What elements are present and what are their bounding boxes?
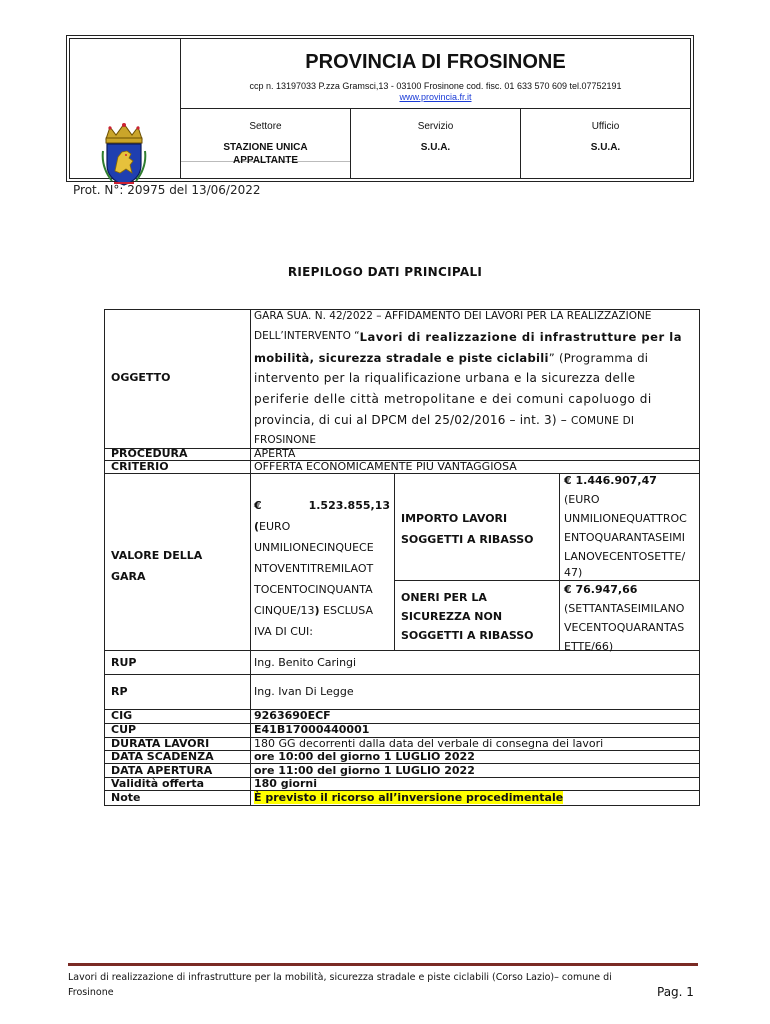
durata-value: 180 GG decorrenti dalla data del verbale di consegna dei lavori — [254, 737, 604, 750]
province-crest-icon — [100, 121, 148, 187]
header-column-servizio — [351, 109, 521, 178]
procedura-label: PROCEDURA — [111, 447, 188, 460]
address-line: ccp n. 13197033 P.zza Gramsci,13 - 03100 Frosinone cod. fisc. 01 633 570 609 tel.07752191 — [249, 81, 622, 91]
oggetto-line: provincia, di cui al DPCM del 25/02/2016 – int. 3) – COMUNE DI — [254, 413, 635, 427]
durata-label: DURATA LAVORI — [111, 737, 210, 750]
page-title: RIEPILOGO DATI PRINCIPALI — [287, 265, 483, 279]
settore-label: Settore — [249, 121, 282, 132]
oneri-sicurezza-label: ONERI PER LA SICUREZZA NON SOGGETTI A RIBASSO — [401, 591, 534, 642]
validita-value: 180 giorni — [254, 777, 318, 790]
footer-rule — [68, 963, 698, 966]
cig-label: CIG — [111, 709, 133, 722]
validita-label: Validità offerta — [111, 777, 205, 790]
org-address — [181, 81, 690, 103]
rup-value: Ing. Benito Caringi — [254, 656, 357, 669]
valore-total: € 1.523.855,13 (EURO UNMILIONECINQUECE NTOVENTITREMILAOT TOCENTOCINQUANTA CINQUE/13) ESCLUSA IVA DI CUI: — [254, 495, 390, 642]
servizio-label: Servizio — [417, 121, 454, 132]
scadenza-label: DATA SCADENZA — [111, 750, 214, 763]
header-column-settore — [181, 109, 351, 178]
logo-cell — [70, 39, 181, 178]
oggetto-line: GARA SUA. N. 42/2022 – AFFIDAMENTO DEI LAVORI PER LA REALIZZAZIONE — [254, 310, 652, 322]
header-column-ufficio — [521, 109, 690, 178]
oggetto-line: mobilità, sicurezza stradale e piste ciclabili” (Programma di — [254, 351, 649, 365]
cup-label: CUP — [111, 723, 137, 736]
note-label: Note — [111, 791, 141, 804]
rup-label: RUP — [111, 656, 137, 669]
cup-value: E41B17000440001 — [254, 723, 370, 736]
website-link[interactable]: www.provincia.fr.it — [399, 92, 472, 102]
criterio-value: OFFERTA ECONOMICAMENTE PIÙ VANTAGGIOSA — [254, 460, 517, 473]
servizio-value: S.U.A. — [420, 142, 451, 153]
note-value: È previsto il ricorso all’inversione procedimentale — [254, 791, 564, 804]
oggetto-line: intervento per la riqualificazione urbana e la sicurezza delle — [254, 371, 636, 385]
oneri-sicurezza-value: € 76.947,66 (SETTANTASEIMILANO VECENTOQUARANTAS ETTE/66) — [564, 583, 685, 653]
footer-line: Frosinone — [68, 987, 114, 998]
oggetto-line: DELL’INTERVENTO “ Lavori di realizzazione di infrastrutture per la — [254, 330, 683, 344]
scadenza-value: ore 10:00 del giorno 1 LUGLIO 2022 — [254, 750, 475, 763]
ufficio-label: Ufficio — [591, 121, 620, 132]
settore-value: STAZIONE UNICA APPALTANTE — [223, 142, 308, 166]
importo-lavori-value: € 1.446.907,47 (EURO UNMILIONEQUATTROC ENTOQUARANTASEIMI LANOVECENTOSETTE/ 47) — [564, 474, 687, 579]
procedura-value: APERTA — [254, 447, 296, 460]
importo-lavori-label: IMPORTO LAVORI SOGGETTI A RIBASSO — [401, 512, 534, 546]
apertura-value: ore 11:00 del giorno 1 LUGLIO 2022 — [254, 764, 475, 777]
footer-text — [68, 970, 678, 1000]
letterhead-frame — [69, 38, 691, 179]
rp-label: RP — [111, 685, 128, 698]
letterhead — [66, 35, 694, 182]
oggetto-line: periferie delle città metropolitane e dei comuni capoluogo di — [254, 392, 652, 406]
footer-line: Lavori di realizzazione di infrastrutture per la mobilità, sicurezza stradale e piste ciclabili (Corso Lazio)– comune di — [68, 972, 612, 983]
org-title: PROVINCIA DI FROSINONE — [305, 51, 566, 73]
cig-value: 9263690ECF — [254, 709, 331, 722]
protocol-number: Prot. N°: 20975 del 13/06/2022 — [73, 183, 261, 197]
summary-table — [104, 309, 700, 806]
page-number: Pag. 1 — [657, 985, 694, 999]
rp-value: Ing. Ivan Di Legge — [254, 685, 354, 698]
ufficio-value: S.U.A. — [590, 142, 621, 153]
valore-label: VALORE DELLA GARA — [111, 549, 203, 583]
criterio-label: CRITERIO — [111, 460, 169, 473]
oggetto-line: FROSINONE — [254, 434, 316, 446]
total-amount: 1.523.855,13 — [308, 499, 390, 512]
euro-sign: € — [254, 499, 262, 512]
oggetto-label: OGGETTO — [111, 371, 171, 384]
apertura-label: DATA APERTURA — [111, 764, 213, 777]
